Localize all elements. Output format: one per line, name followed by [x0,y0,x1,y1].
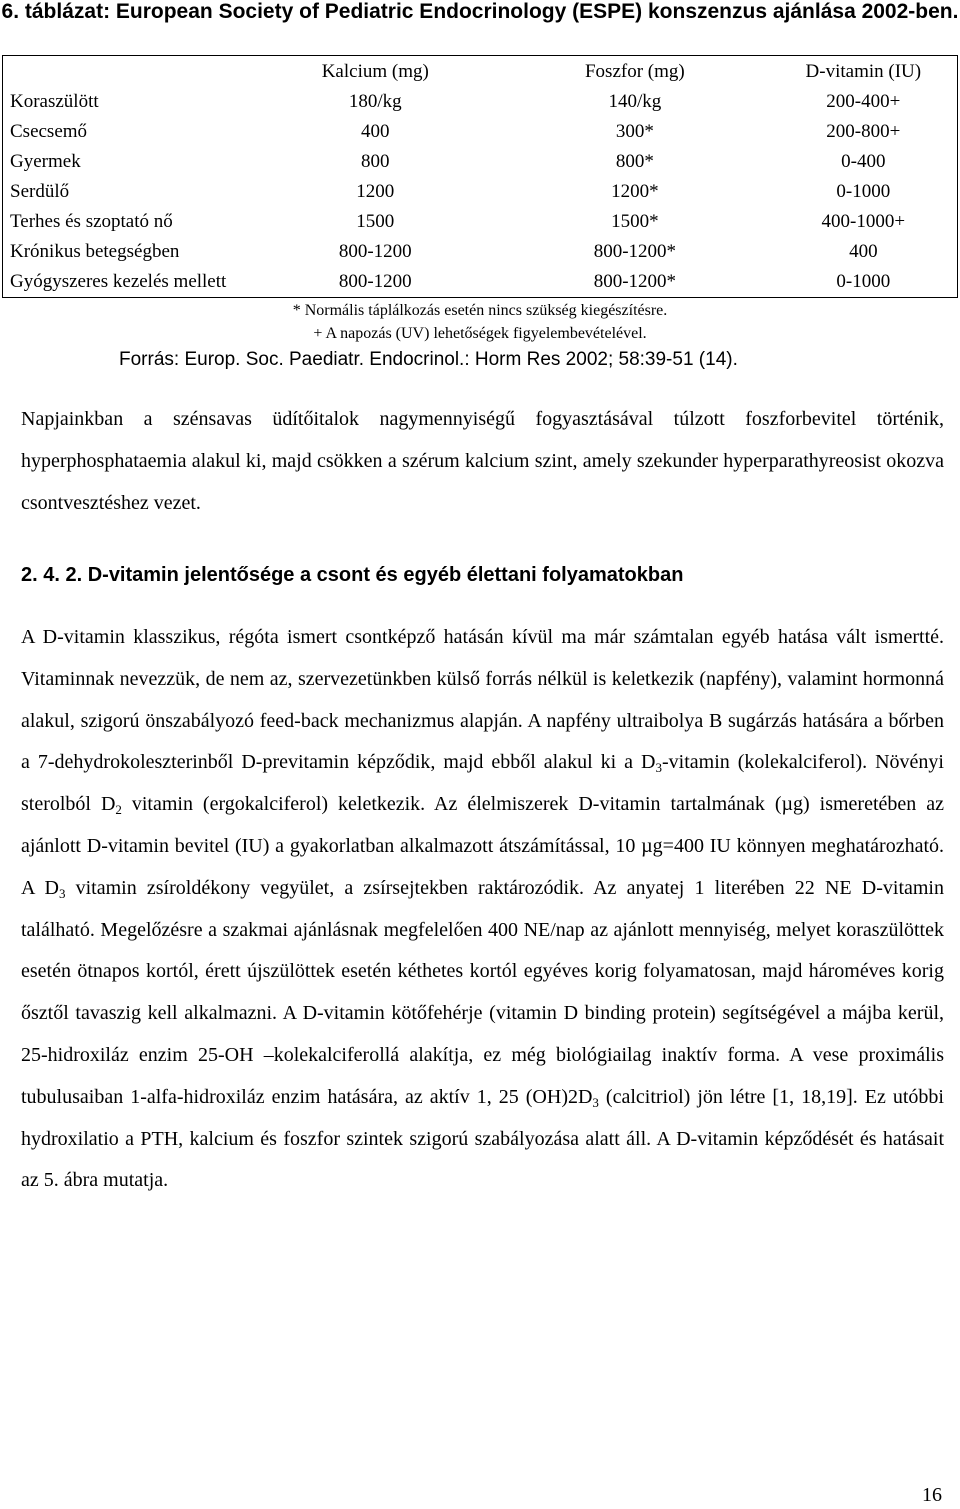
table-row [3,147,958,177]
table-row-label: Csecsemő [3,117,251,147]
subscript: 2 [115,802,122,818]
table-cell: 200-800+ [770,117,958,147]
table-row-label: Serdülő [3,177,251,207]
table-cell: 800-1200* [500,267,770,298]
body-paragraph: Napjainkban a szénsavas üdítőitalok nagymennyiségű fogyasztásával túlzott foszforbevitel történik, hyperphosphataemia alakul ki, majd csökken a szérum kalcium szint, amely szekunder hyperparathyreosist okozva csontvesztéshez vezet. [21,408,944,514]
table-cell: 1500 [356,211,395,232]
table-cell: 800 [361,151,390,172]
table-header-row [3,56,958,88]
table-cell: 0-1000 [770,267,958,298]
table-title: 6. táblázat: European Society of Pediatric Endocrinology (ESPE) konszenzus ajánlása 2002-ben. [1,0,959,23]
recommendation-table [2,55,958,298]
table-header-cell [3,56,251,88]
paragraph-text: (calcitriol) jön létre [1, 18,19]. Ez utóbbi hydroxilatio a PTH, kalcium és foszfor szintek szigorú szabályozása alatt áll. A D-vitamin képződését és hatásait az 5. ábra mutatja. [21,1085,944,1192]
table-row-label: Gyógyszeres kezelés mellett [3,267,251,298]
table-cell: 180/kg [348,91,402,112]
table-cell: 300* [615,121,654,142]
table-cell: 400-1000+ [770,207,958,237]
table-row [3,237,958,267]
subscript: 3 [592,1094,599,1110]
table-source: Forrás: Europ. Soc. Paediatr. Endocrinol.: Horm Res 2002; 58:39-51 (14). [119,349,738,370]
table-cell: 200-400+ [770,87,958,117]
paragraph-text: vitamin zsíroldékony vegyület, a zsírsejtekben raktározódik. Az anyatej 1 literében 22 NE D-vitamin található. Megelőzésre a szakmai ajánlásnak megfelelően 400 NE/nap az ajánlott mennyiség, melyet koraszülöttek esetén ötnapos kortól, érett újszülöttek esetén kéthetes kortól egyéves korig folyamatosan, majd hároméves korig ősztől tavaszig kell alkalmazni. A D-vitamin kötőfehérje (vitamin D binding protein) segítségével a májba kerül, 25-hidroxiláz enzim 25-OH –kolekalciferollá alakítja, ez még biológiailag inaktív forma. A vese proximális tubulusaiban 1-alfa-hidroxiláz enzim hatására, az aktív 1, 25 (OH)2D [21,876,944,1108]
table-row [3,177,958,207]
table-row [3,117,958,147]
table-row [3,207,958,237]
table-cell: 800-1200 [338,241,412,262]
table-footnote-asterisk: * Normális táplálkozás esetén nincs szükség kiegészítésre. [292,302,668,319]
table-row-label: Koraszülött [3,87,251,117]
table-header-cell: Foszfor (mg) [500,56,770,88]
table-cell: 0-400 [770,147,958,177]
table-row [3,267,958,298]
table-cell: 0-1000 [770,177,958,207]
table-footnote-plus: + A napozás (UV) lehetőségek figyelembevételével. [313,325,647,342]
paragraph-text: A D-vitamin klasszikus, régóta ismert csontképző hatásán kívül ma már számtalan egyéb hatása vált ismertté. Vitaminnak nevezzük, de nem az, szervezetünkben külső forrás nélkül is keletkezik (napfény), valamint hormonná alakul, szigorú önszabályozó feed-back mechanizmus alapján. A napfény ultraibolya B sugárzás hatására a bőrben a 7-dehydrokoleszterinből D-previtamin képződik, majd ebből alakul ki a D [21,626,944,774]
table-header-cell: Kalcium (mg) [250,56,500,88]
table-cell: 1200* [611,181,659,202]
body-paragraph [21,617,944,1202]
section-heading: 2. 4. 2. D-vitamin jelentősége a csont és egyéb élettani folyamatokban [21,564,684,586]
table-cell: 800* [615,151,654,172]
table-cell: 800-1200 [250,267,500,298]
page-number: 16 [922,1484,942,1506]
table-row-label: Gyermek [3,147,251,177]
table-cell: 1200 [356,181,395,202]
table-cell: 140/kg [608,91,662,112]
table-row-label: Terhes és szoptató nő [3,207,251,237]
table-header-cell: D-vitamin (IU) [770,56,958,88]
subscript: 3 [58,885,66,901]
table-cell: 400 [770,237,958,267]
paragraph-text: -vitamin (kolekalciferol). Növényi sterolból D [21,751,944,816]
subscript: 3 [655,760,662,776]
table-cell: 800-1200* [593,241,677,262]
table-row [3,87,958,117]
table-cell: 400 [361,121,390,142]
table-row-label: Krónikus betegségben [3,237,251,267]
table-cell: 1500* [611,211,659,232]
paragraph-text: vitamin (ergokalciferol) keletkezik. Az élelmiszerek D-vitamin tartalmának (µg) ismeretében az ajánlott D-vitamin bevitel (IU) a gyakorlatban alkalmazott átszámítással, 10 µg=400 IU könnyen meghatározható. A D [21,793,944,899]
